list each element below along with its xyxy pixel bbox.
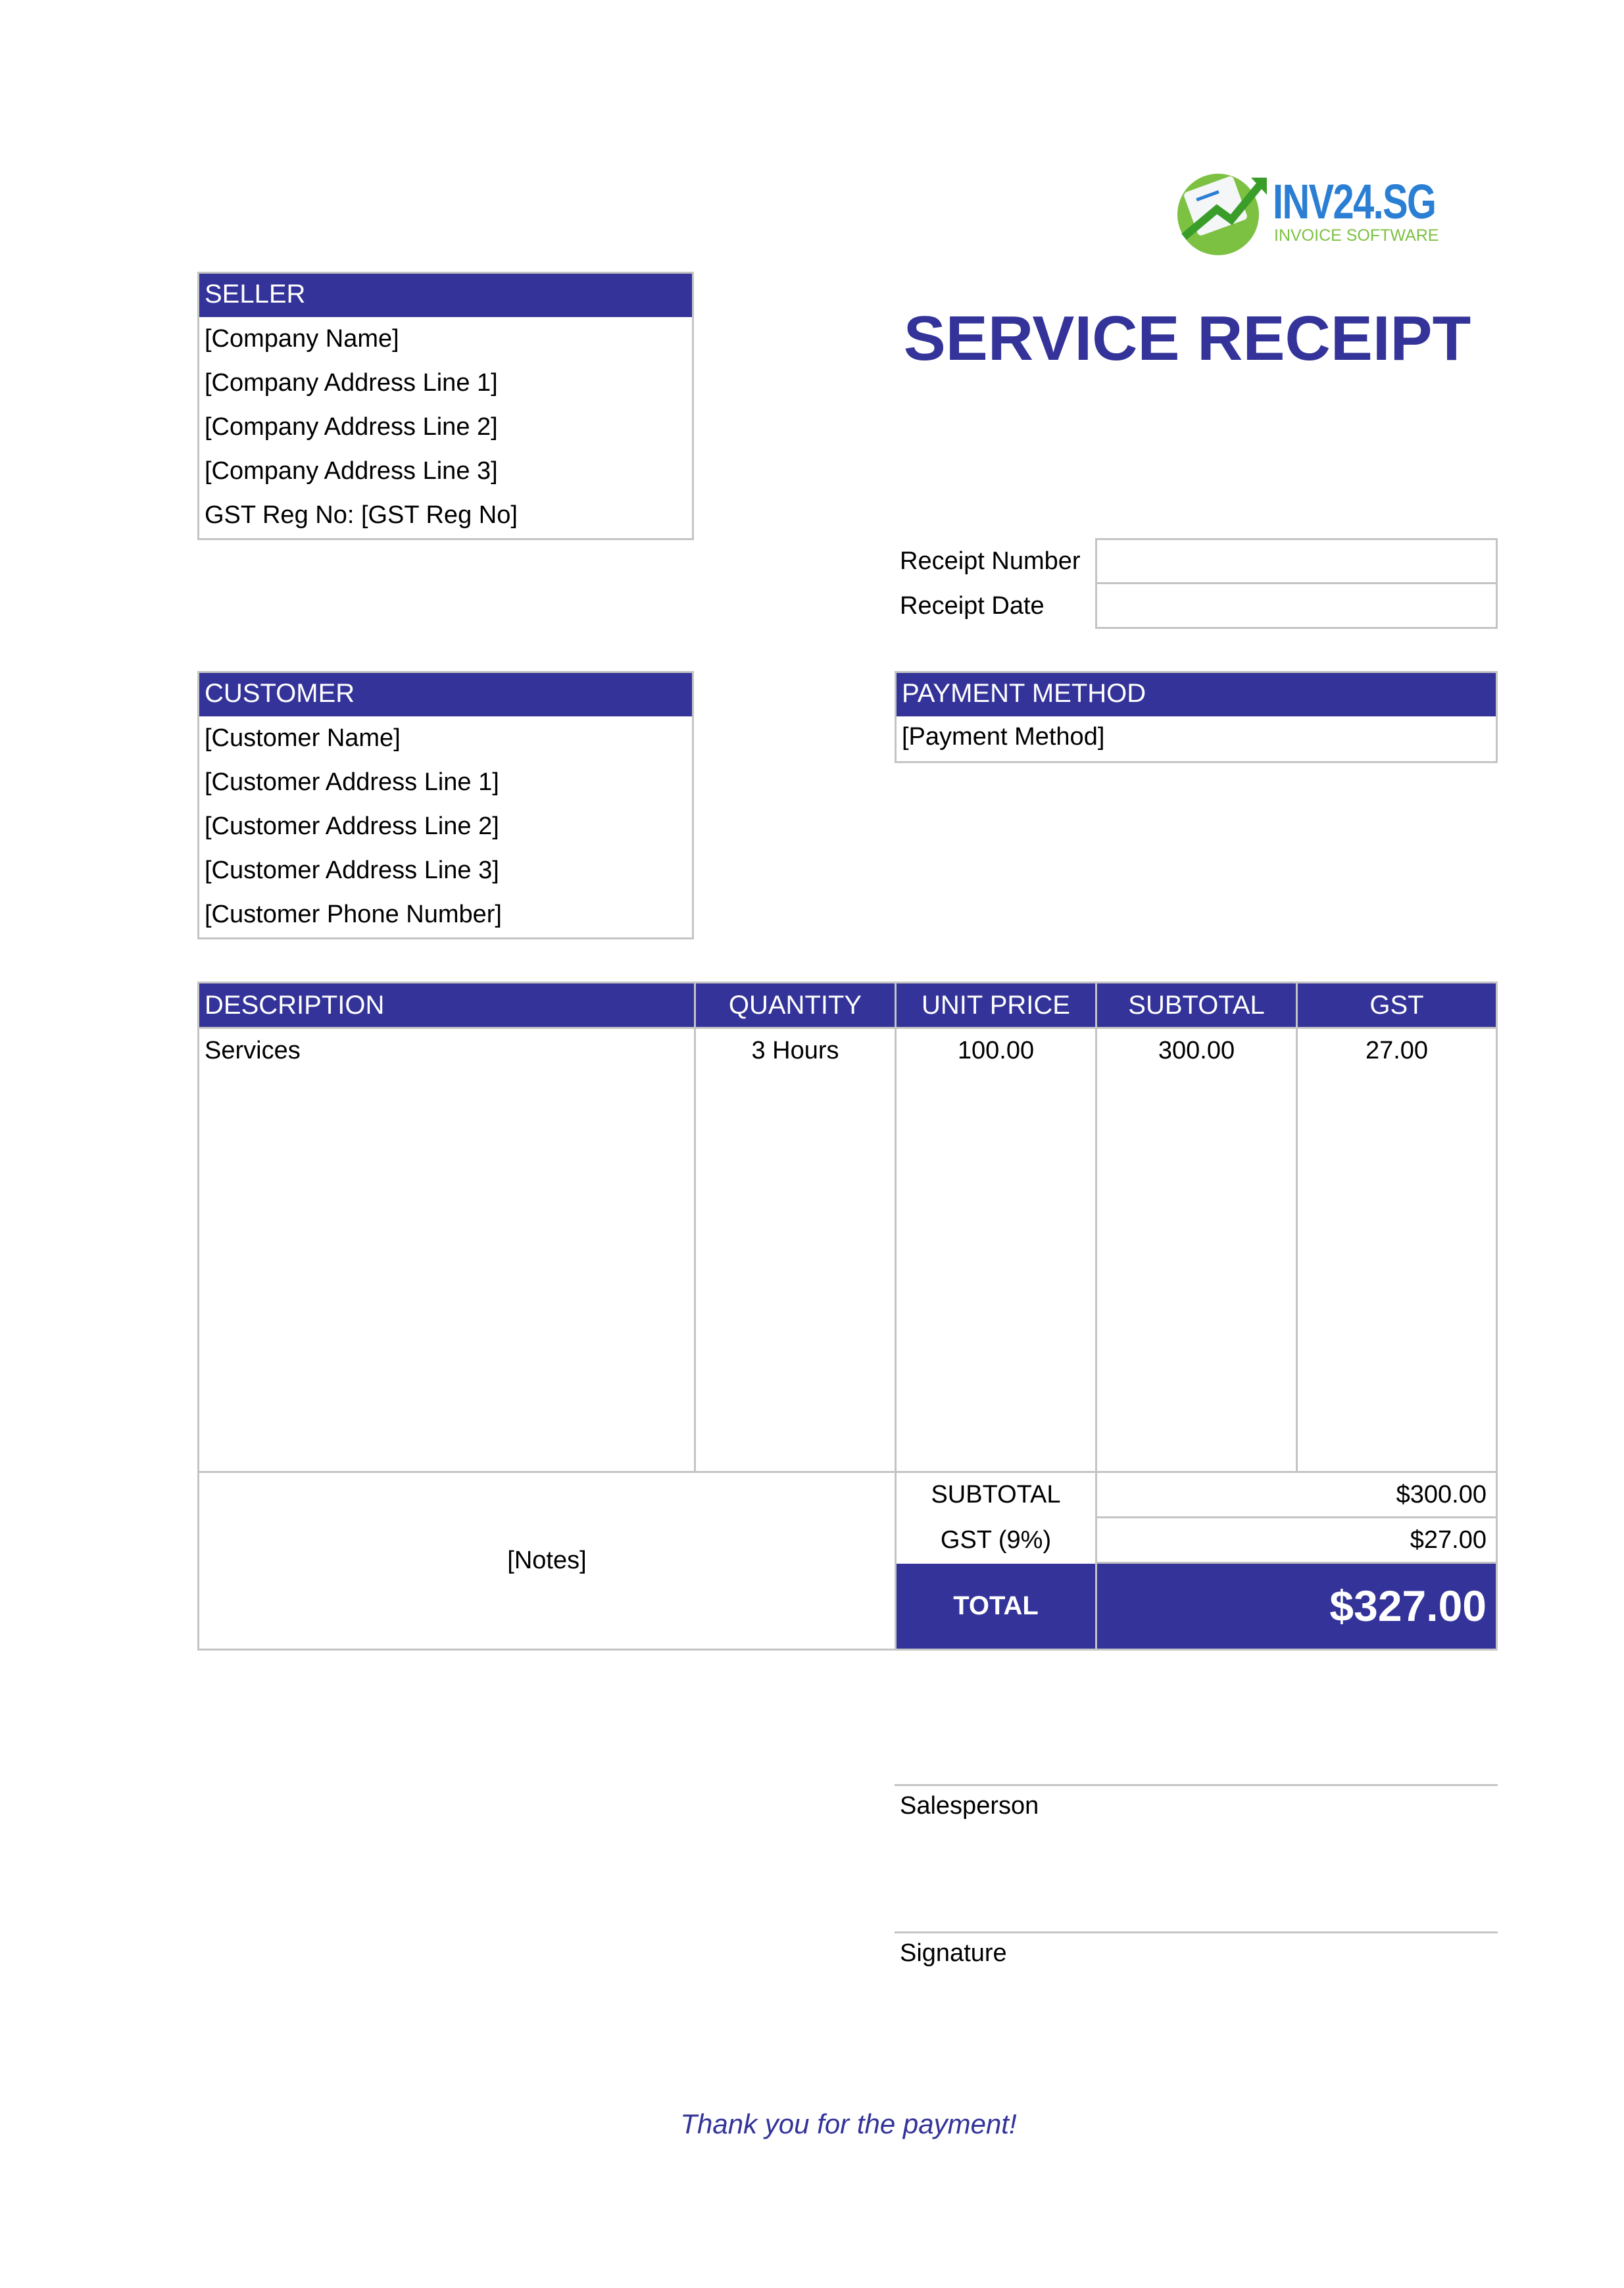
payment-method-header: PAYMENT METHOD — [897, 673, 1496, 716]
salesperson-label: Salesperson — [900, 1792, 1039, 1820]
total-label: TOTAL — [897, 1564, 1095, 1649]
column-header-subtotal: SUBTOTAL — [1097, 983, 1296, 1027]
seller-address-line-3: [Company Address Line 3] — [205, 457, 498, 485]
subtotal-label: SUBTOTAL — [931, 1481, 1061, 1508]
customer-box — [197, 671, 694, 939]
row-unit-price: 100.00 — [957, 1037, 1035, 1064]
seller-company-name: [Company Name] — [205, 325, 399, 353]
seller-header: SELLER — [199, 274, 692, 317]
customer-address-line-3: [Customer Address Line 3] — [205, 857, 499, 884]
subtotal-value: $300.00 — [1396, 1481, 1487, 1508]
column-header-description: DESCRIPTION — [199, 983, 694, 1027]
gst-label: GST (9%) — [940, 1526, 1052, 1554]
items-table — [197, 982, 1498, 1651]
customer-name: [Customer Name] — [205, 724, 401, 752]
customer-header: CUSTOMER — [199, 673, 692, 716]
notes: [Notes] — [507, 1547, 587, 1574]
logo-tagline: INVOICE SOFTWARE — [1274, 226, 1439, 245]
page-title: SERVICE RECEIPT — [903, 303, 1471, 374]
row-gst: 27.00 — [1365, 1037, 1429, 1064]
seller-address-line-2: [Company Address Line 2] — [205, 413, 498, 441]
receipt-date-label: Receipt Date — [900, 592, 1045, 620]
column-header-unit-price: UNIT PRICE — [897, 983, 1095, 1027]
row-description: Services — [205, 1037, 301, 1064]
row-subtotal: 300.00 — [1158, 1037, 1235, 1064]
total-value: $327.00 — [1097, 1564, 1496, 1649]
logo-brand-text: INV24.SG — [1273, 174, 1436, 229]
column-header-quantity: QUANTITY — [696, 983, 895, 1027]
seller-gst-reg-no: GST Reg No: [GST Reg No] — [205, 501, 518, 529]
logo-icon — [1177, 163, 1269, 255]
row-quantity: 3 Hours — [751, 1037, 839, 1064]
seller-box — [197, 272, 694, 540]
receipt-number-label: Receipt Number — [900, 547, 1081, 575]
receipt-date-field[interactable] — [1095, 582, 1498, 629]
thank-you-message: Thank you for the payment! — [680, 2108, 1017, 2139]
payment-method-value: [Payment Method] — [902, 723, 1105, 751]
payment-method-box — [895, 671, 1498, 763]
customer-phone-number: [Customer Phone Number] — [205, 901, 502, 928]
receipt-number-field[interactable] — [1095, 538, 1498, 584]
column-header-gst: GST — [1298, 983, 1496, 1027]
customer-address-line-2: [Customer Address Line 2] — [205, 812, 499, 840]
brand-logo — [1177, 163, 1454, 255]
seller-address-line-1: [Company Address Line 1] — [205, 369, 498, 397]
signature-label: Signature — [900, 1939, 1007, 1967]
gst-value: $27.00 — [1410, 1526, 1487, 1554]
customer-address-line-1: [Customer Address Line 1] — [205, 768, 499, 796]
